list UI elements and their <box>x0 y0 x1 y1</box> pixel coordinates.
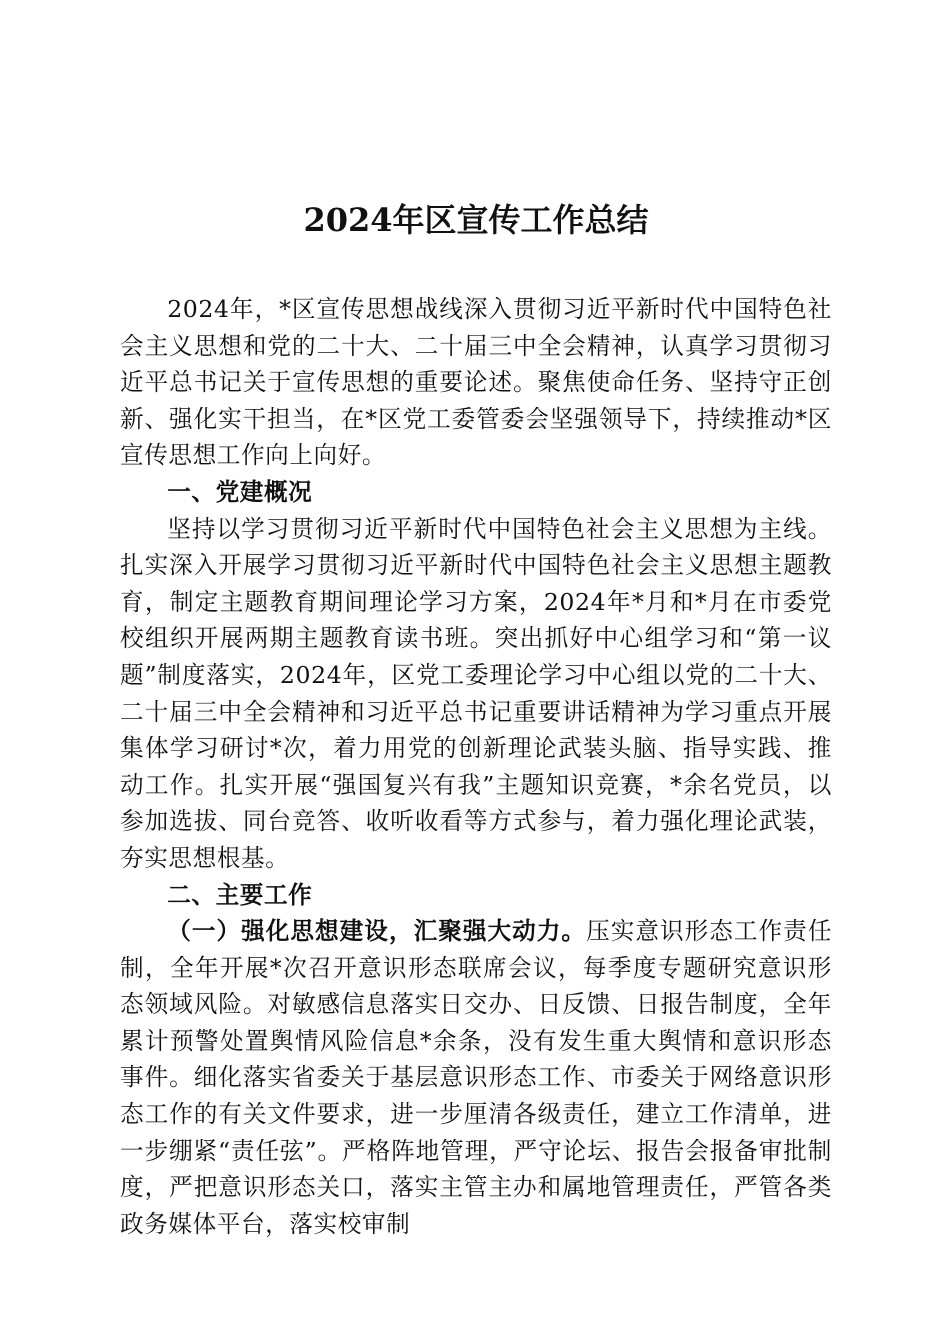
section-heading-main-work: 二、主要工作 <box>167 880 313 909</box>
section-heading-party-building: 一、党建概况 <box>167 477 313 506</box>
document-title: 2024年区宣传工作总结 <box>303 201 649 239</box>
document-body <box>120 291 832 1242</box>
subsection-text-ideology: 压实意识形态工作责任制，全年开展*次召开意识形态联席会议，每季度专题研究意识形态领域风险。对敏感信息落实日交办、日反馈、日报告制度，全年累计预警处置舆情风险信息*余条，没有发生重大舆情和意识形态事件。细化落实省委关于基层意识形态工作、市委关于网络意识形态工作的有关文件要求，进一步厘清各级责任，建立工作清单，进一步绷紧“责任弦”。严格阵地管理，严守论坛、报告会报备审批制度，严把意识形态关口，落实主管主办和属地管理责任，严管各类政务媒体平台，落实校审制 <box>120 917 833 1238</box>
main-work-paragraph <box>120 913 832 1242</box>
party-building-paragraph: 坚持以学习贯彻习近平新时代中国特色社会主义思想为主线。扎实深入开展学习贯彻习近平新时代中国特色社会主义思想主题教育，制定主题教育期间理论学习方案，2024年*月和*月在市委党校组织开展两期主题教育读书班。突出抓好中心组学习和“第一议题”制度落实，2024年，区党工委理论学习中心组以党的二十大、二十届三中全会精神和习近平总书记重要讲话精神为学习重点开展集体学习研讨*次，着力用党的创新理论武装头脑、指导实践、推动工作。扎实开展“强国复兴有我”主题知识竞赛，*余名党员，以参加选拔、同台竞答、收听收看等方式参与，着力强化理论武装，夯实思想根基。 <box>120 514 832 872</box>
document-page <box>120 0 832 1344</box>
subsection-heading-ideology: （一）强化思想建设，汇聚强大动力。 <box>167 917 587 946</box>
intro-paragraph: 2024年，*区宣传思想战线深入贯彻习近平新时代中国特色社会主义思想和党的二十大、二十届三中全会精神，认真学习贯彻习近平总书记关于宣传思想的重要论述。聚焦使命任务、坚持守正创新、强化实干担当，在*区党工委管委会坚强领导下，持续推动*区宣传思想工作向上向好。 <box>120 295 832 470</box>
